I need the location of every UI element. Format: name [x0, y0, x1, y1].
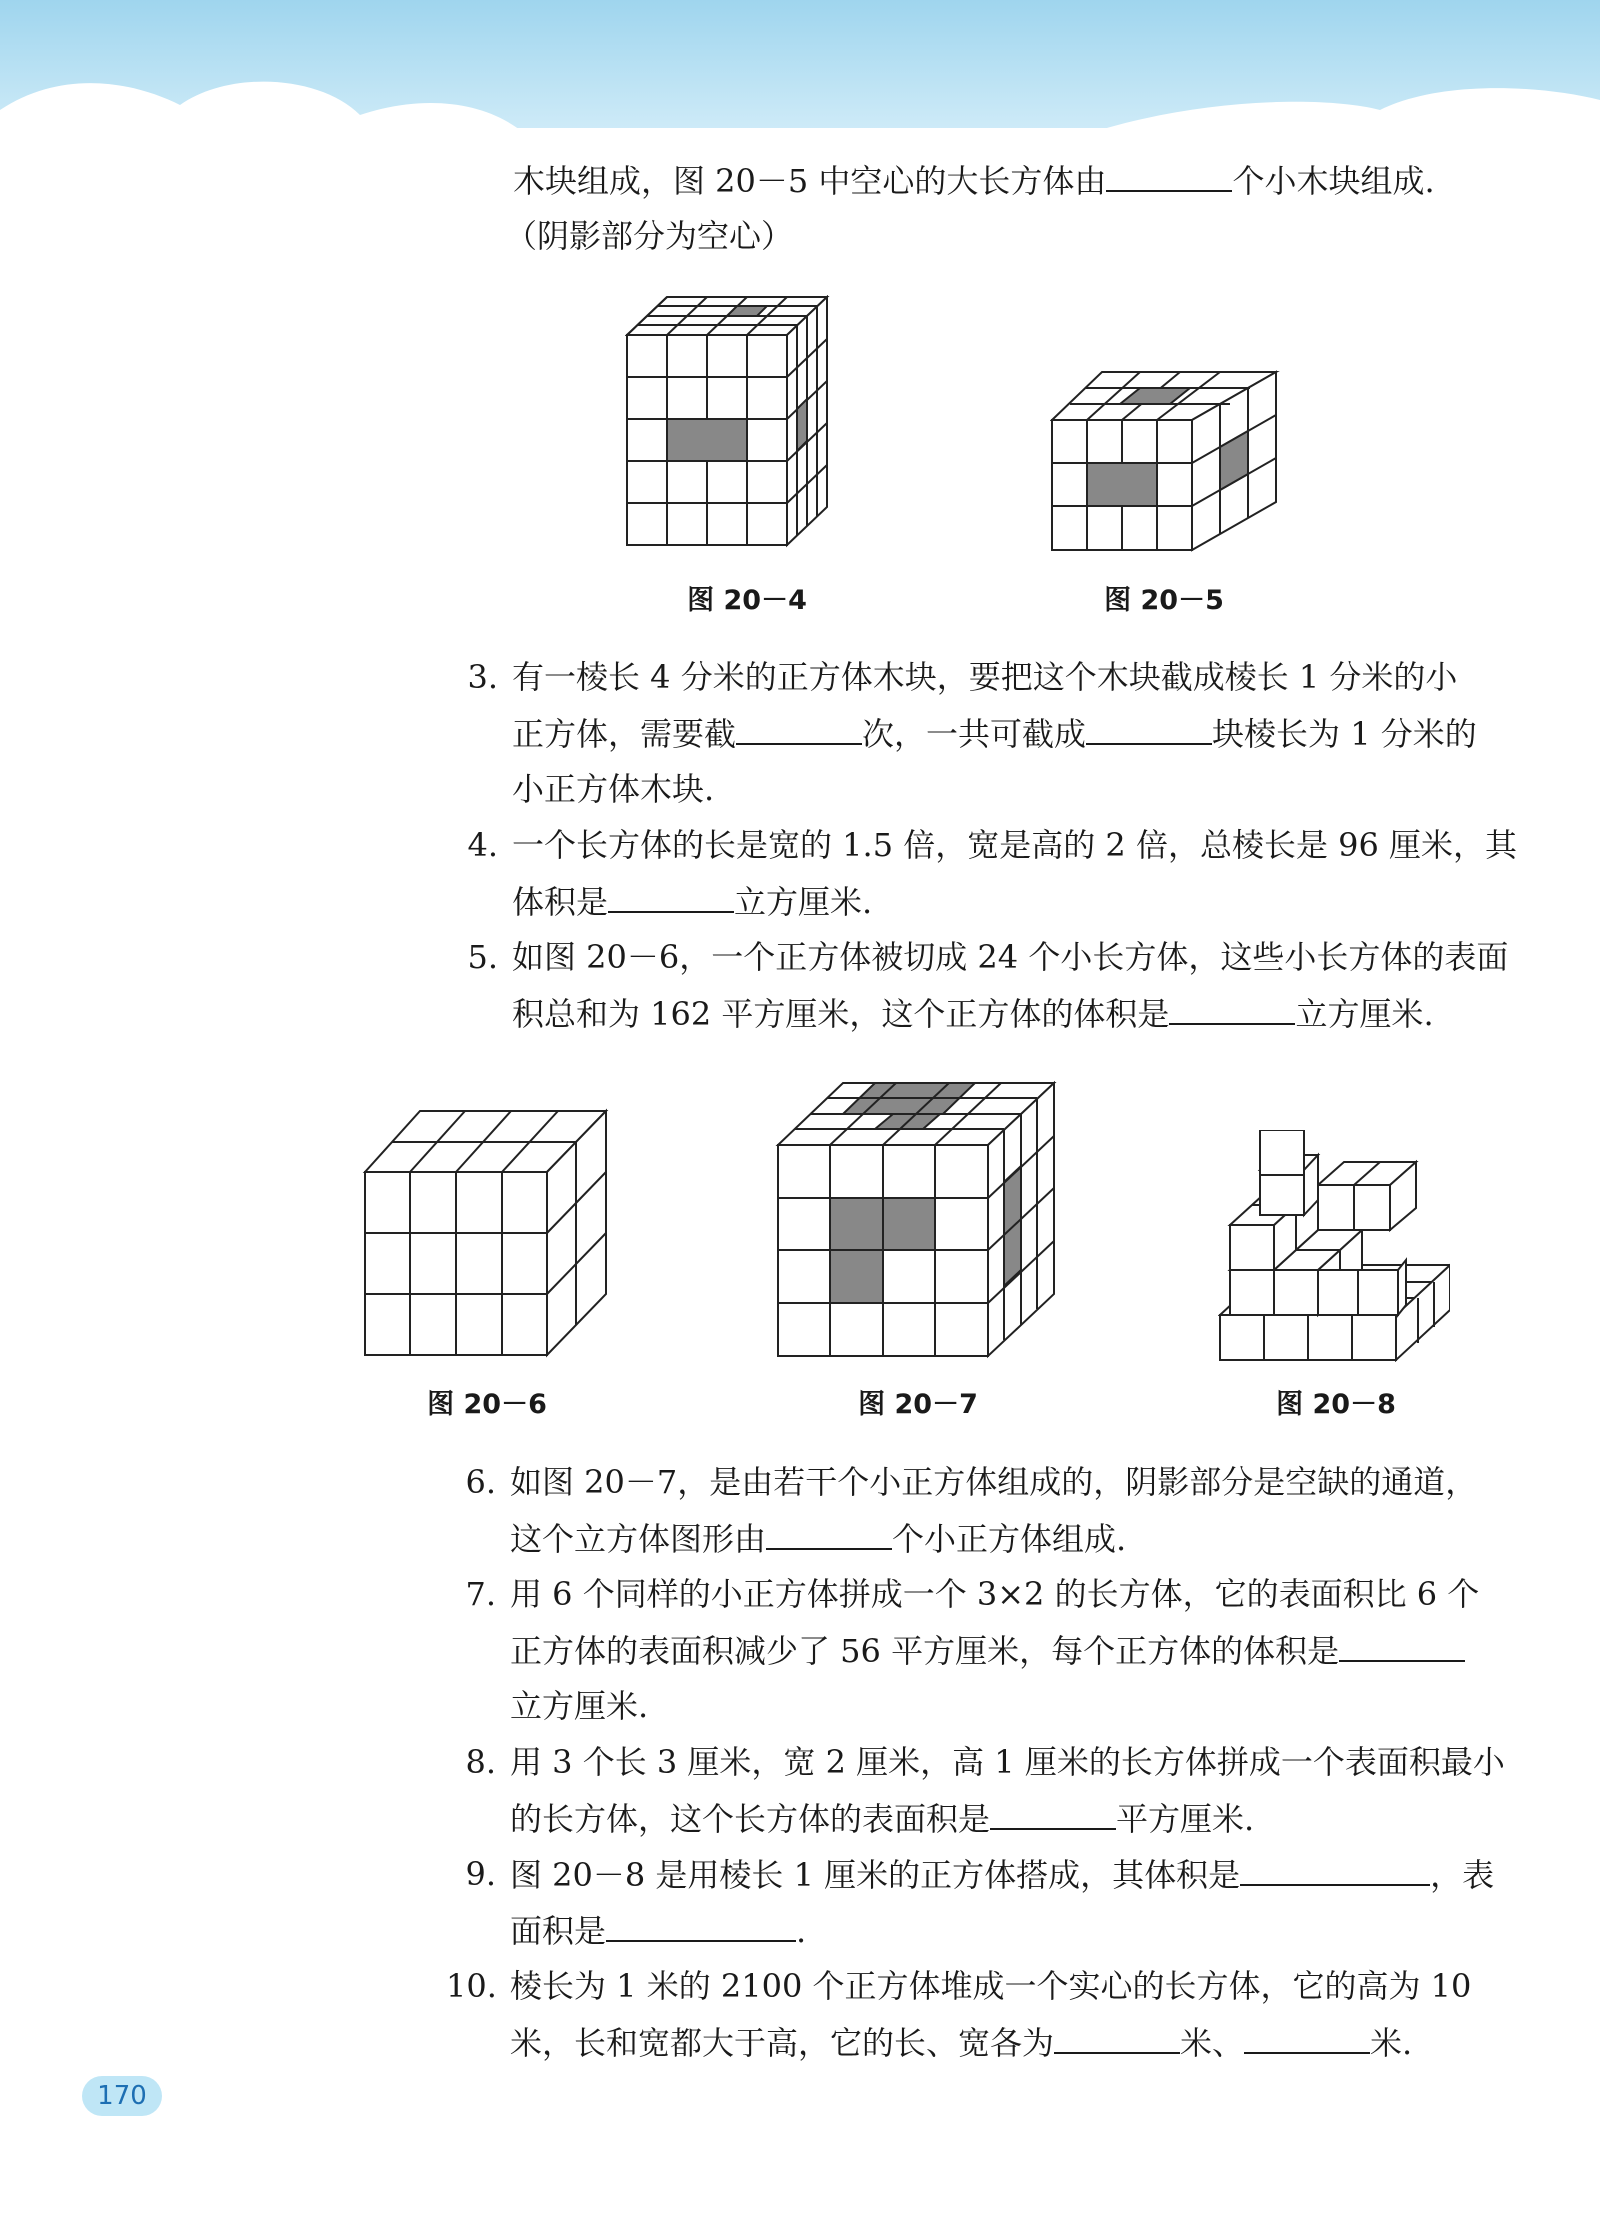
- intro-line-2: （阴影部分为空心）: [505, 217, 794, 255]
- figure-20-5: [1050, 370, 1280, 560]
- intro-line-1: 木块组成，图 20－5 中空心的大长方体由 个小木块组成.: [513, 162, 1435, 200]
- figure-20-7: [775, 1080, 1057, 1360]
- figure-20-4: [625, 295, 865, 560]
- page-number: 170: [82, 2076, 162, 2116]
- caption-20-8: 图 20－8: [1276, 1389, 1396, 1420]
- caption-20-6: 图 20－6: [427, 1389, 547, 1420]
- figure-20-6: [362, 1108, 612, 1358]
- caption-20-5: 图 20－5: [1104, 585, 1224, 616]
- header-banner: [0, 0, 1600, 160]
- caption-20-4: 图 20－4: [687, 585, 807, 616]
- figure-20-8: [1218, 1130, 1450, 1362]
- caption-20-7: 图 20－7: [858, 1389, 978, 1420]
